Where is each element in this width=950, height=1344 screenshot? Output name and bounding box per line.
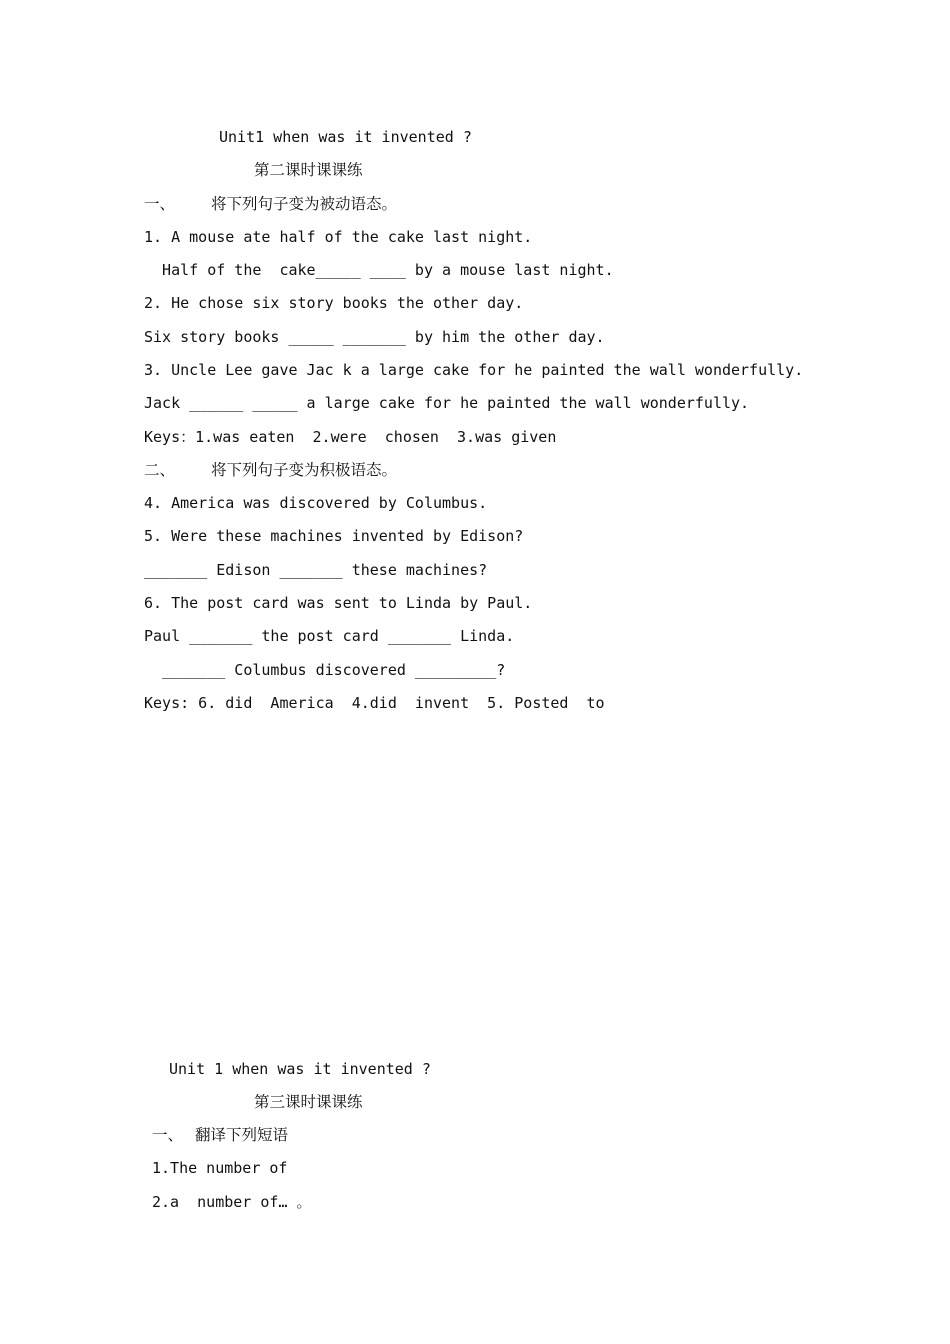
question-line: Six story books _____ _______ by him the other day.: [144, 328, 605, 346]
section-2-part-1-instruction: 翻译下列短语: [195, 1126, 289, 1144]
question-line: Paul _______ the post card _______ Linda.: [144, 627, 515, 645]
section-2-part-1-number: 一、: [152, 1126, 184, 1144]
section-2-subtitle: 第三课时课课练: [254, 1093, 363, 1111]
question-line: 5. Were these machines invented by Edison?: [144, 527, 524, 545]
question-line: 3. Uncle Lee gave Jac k a large cake for he painted the wall wonderfully.: [144, 361, 804, 379]
part-1-instruction: 将下列句子变为被动语态。: [211, 195, 398, 213]
question-line: Jack ______ _____ a large cake for he painted the wall wonderfully.: [144, 394, 750, 412]
question-line: 4. America was discovered by Columbus.: [144, 494, 488, 512]
question-line: Half of the cake_____ ____ by a mouse last night.: [144, 261, 614, 279]
answer-keys: Keys：1.was eaten 2.were chosen 3.was given: [144, 428, 557, 446]
section-2-title: Unit 1 when was it invented ?: [169, 1060, 431, 1078]
question-line: _______ Columbus discovered _________?: [144, 661, 506, 679]
part-2-instruction: 将下列句子变为积极语态。: [211, 461, 398, 479]
phrase-line: 2.a number of… 。: [152, 1193, 312, 1211]
answer-keys: Keys: 6. did America 4.did invent 5. Posted to: [144, 694, 605, 712]
question-line: 2. He chose six story books the other day.: [144, 294, 524, 312]
question-line: _______ Edison _______ these machines?: [144, 561, 488, 579]
phrase-line: 1.The number of: [152, 1159, 288, 1177]
section-1-subtitle: 第二课时课课练: [254, 161, 363, 179]
part-1-number: 一、: [144, 195, 176, 213]
part-2-number: 二、: [144, 461, 176, 479]
question-line: 6. The post card was sent to Linda by Paul.: [144, 594, 533, 612]
question-line: 1. A mouse ate half of the cake last night.: [144, 228, 533, 246]
section-1-title: Unit1 when was it invented ?: [219, 128, 472, 146]
